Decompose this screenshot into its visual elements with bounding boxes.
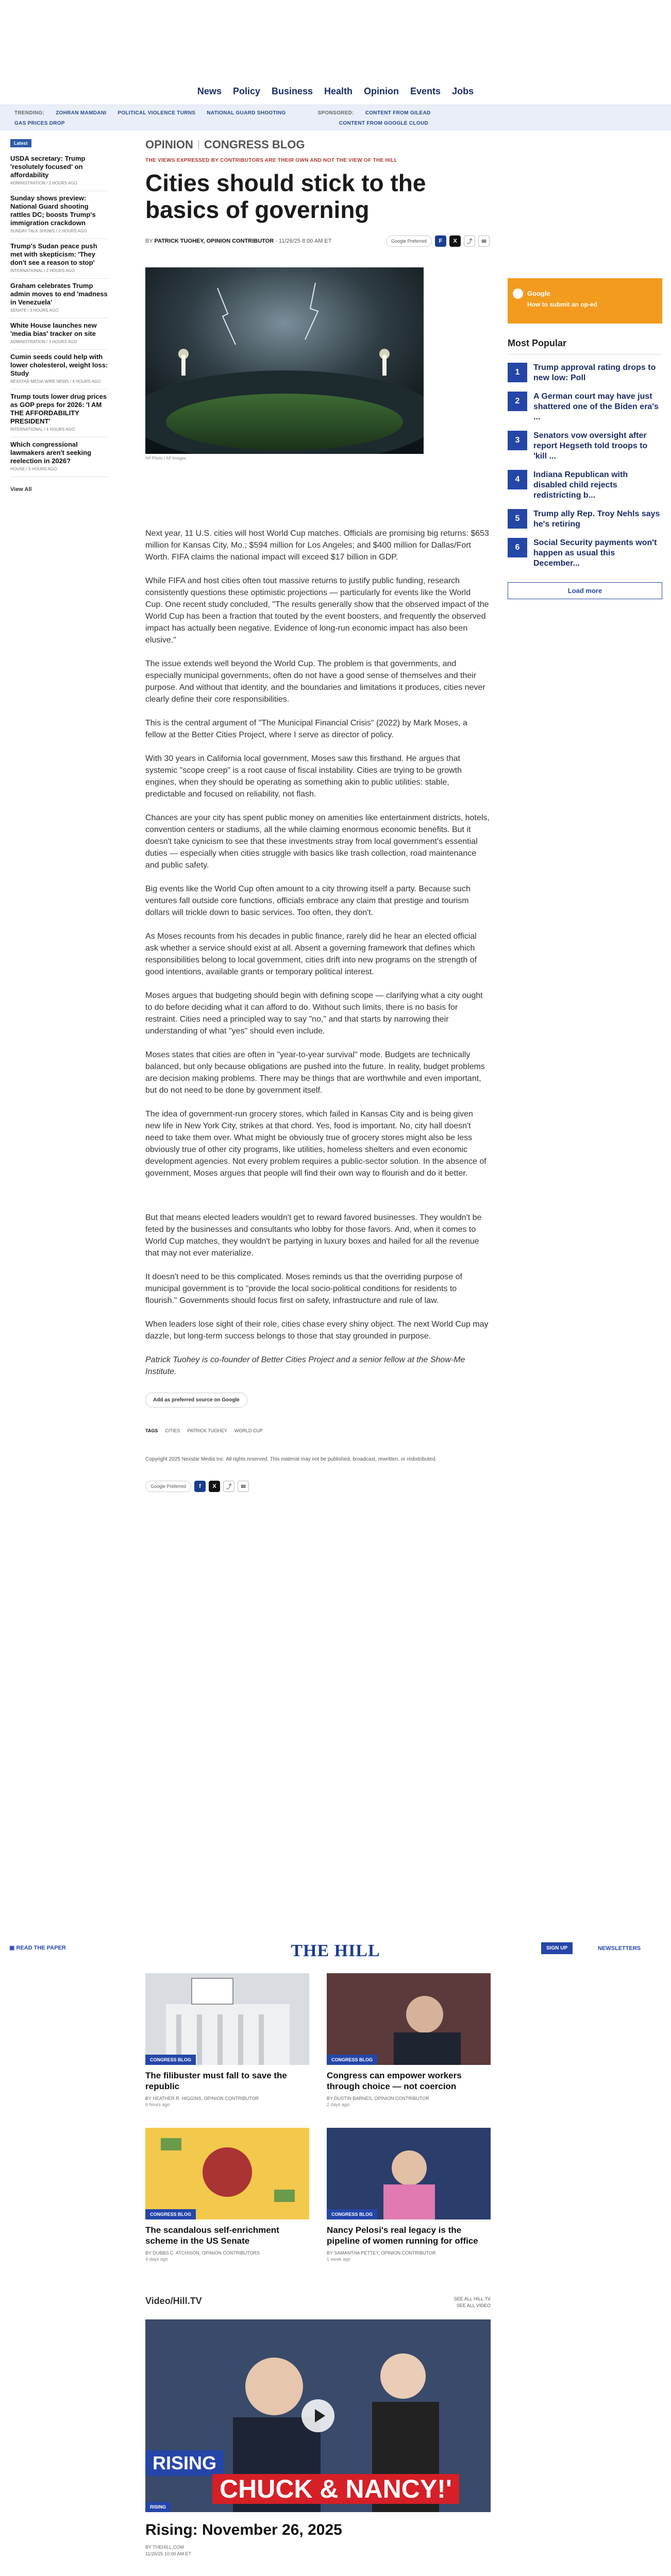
list-item-meta: ADMINISTRATION / 2 HOURS AGO <box>10 181 77 185</box>
article-paragraph: Moses argues that budgeting should begin with defining scope — clarifying what a city ought to do before deciding what it can afford to do. Without such limits, there is no basis for restraint. Cities need a principled way to say "no," and that starts by narrowing their understanding of what "yes" should even include. <box>145 991 483 1036</box>
latest-badge: Latest <box>10 139 31 147</box>
stadium-storm-image <box>145 267 424 454</box>
card-date: 6 hours ago <box>145 2102 170 2107</box>
copyright: Copyright 2025 Nexstar Media Inc. All rights reserved. This material may not be published, broadcast, rewritten, or redistributed. <box>145 1456 437 1462</box>
page-title: Cities should stick to the basics of governing <box>145 170 426 223</box>
video-text-overlay: CHUCK & NANCY!' <box>212 2474 459 2504</box>
x-icon[interactable]: X <box>449 235 461 247</box>
article-card[interactable] <box>145 1973 309 2107</box>
facebook-icon[interactable]: F <box>435 235 446 247</box>
popular-item[interactable] <box>508 431 662 462</box>
article-paragraph: Moses states that cities are often in "year-to-year survival" mode. Budgets are technically balanced, but only because obligations are pushed into the future. In reality, budget problems are decision making problems. There may be things that are worthwhile and even important, but do not need to be done by government itself. <box>145 1050 485 1095</box>
ad-slot <box>145 1191 490 1212</box>
list-item-title: Sunday shows preview: National Guard shooting rattles DC; boosts Trump's immigration crackdown <box>10 194 96 227</box>
breadcrumb-opinion[interactable]: OPINION <box>145 138 193 151</box>
popular-title: Trump ally Rep. Troy Nehls says he's retiring <box>533 510 660 529</box>
list-item-title: Trump touts lower drug prices as GOP preps for 2026: 'I AM THE AFFORDABILITY PRESIDENT' <box>10 393 107 425</box>
read-paper-link[interactable] <box>9 1944 66 1951</box>
nav-health[interactable]: Health <box>324 86 353 96</box>
card-title: Congress can empower workers through choice — not coercion <box>327 2071 462 2091</box>
list-item[interactable] <box>10 437 108 477</box>
list-item[interactable] <box>10 279 108 318</box>
card-tag: CONGRESS BLOG <box>145 2209 196 2219</box>
tags <box>145 1428 490 1433</box>
list-item-title: White House launches new 'media bias' tracker on site <box>10 321 97 337</box>
email-icon[interactable]: ✉ <box>478 235 490 247</box>
article-paragraph: The idea of government-run grocery stores, which failed in Kansas City and is being given new life in New York City, strikes at that chord. Yes, food is important. No, city hall doesn't need to take them over. What might be obviously true of grocery stores might also be less obviously true of other city programs, like utilities, homeless shelters and even economic development agencies. Not every problem requires a public-sector solution. In the absence of government, Moses argues that people will find their own way to flourish and do it better. <box>145 1110 487 1178</box>
google-preferred-button[interactable]: Google Preferred <box>386 235 432 247</box>
card-byline: BY DUSTIN BARNES, OPINION CONTRIBUTOR <box>327 2096 429 2101</box>
card-image <box>145 2128 309 2219</box>
card-date: 4 days ago <box>145 2257 169 2262</box>
article-paragraph: It doesn't need to be this complicated. Moses reminds us that the overriding purpose of municipal government is to "provide the local socio-political conditions for residents to flourish." Governments should focus first on safety, infrastructure and rule of law. <box>145 1273 462 1305</box>
article-paragraph: Next year, 11 U.S. cities will host World Cup matches. Officials are promising big returns: $653 million for Kansas City, Mo.; $594 million for Los Angeles; and $400 million for Dallas/Fort Worth. FIFA claims the national impact will exceed $17 billion in GDP. <box>145 529 489 562</box>
popular-item[interactable] <box>508 538 662 569</box>
list-item-meta: INTERNATIONAL / 2 HOURS AGO <box>10 268 75 273</box>
popular-rank: 5 <box>508 509 527 529</box>
article-body <box>145 528 490 1492</box>
card-title: The scandalous self-enrichment scheme in the US Senate <box>145 2225 279 2246</box>
tag-link[interactable]: PATRICK TUOHEY <box>187 1428 227 1433</box>
list-item[interactable] <box>10 350 108 389</box>
trending-bar <box>0 105 671 131</box>
article-paragraph: While FIFA and host cities often tout massive returns to justify public funding, research consistently questions these optimistic projections — particularly for events like the World Cup. One recent study concluded, "The results generally show that the observed impact of the World Cup has been a fraction that touted by the event boosters, and frequently the observed impact has actually been negative. Evidence of long-run economic impact has also been elusive." <box>145 577 489 645</box>
popular-rank: 6 <box>508 538 527 557</box>
google-icon <box>513 289 523 299</box>
popular-rank: 1 <box>508 363 527 382</box>
list-item-title: Trump's Sudan peace push met with skepticism: 'They don't see a reason to stop' <box>10 242 97 266</box>
list-item-meta: HOUSE / 5 HOURS AGO <box>10 467 57 471</box>
latest-sidebar <box>10 138 108 493</box>
supreme-court-image <box>145 1973 309 2065</box>
popular-title: Senators vow oversight after report Hegseth told troops to 'kill ... <box>533 431 648 461</box>
see-all-video-link[interactable]: SEE ALL VIDEO <box>456 2303 491 2308</box>
load-more-button[interactable]: Load more <box>508 582 662 599</box>
sign-up-button[interactable]: SIGN UP <box>541 1942 573 1954</box>
trending-link[interactable]: NATIONAL GUARD SHOOTING <box>207 110 286 116</box>
popular-title: Trump approval rating drops to new low: Poll <box>533 363 656 382</box>
share-icon[interactable]: ⤴ <box>223 1481 234 1492</box>
tags-label: TAGS <box>145 1428 158 1433</box>
video-player[interactable] <box>145 2319 491 2512</box>
hero-image <box>145 267 424 454</box>
article-paragraph: With 30 years in California local government, Moses saw this firsthand. He argues that systemic "scope creep" is a root cause of fiscal instability. Cities are trying to be growth engines, when they should be operating as something akin to public utilities: stable, predictable and focused on reliability, not flash. <box>145 754 462 799</box>
share-bar-bottom <box>145 1481 490 1492</box>
nav-jobs[interactable]: Jobs <box>452 86 474 96</box>
tag-link[interactable]: WORLD CUP <box>234 1428 263 1433</box>
more-congress-blog <box>145 1973 491 2262</box>
article-paragraph: When leaders lose sight of their role, cities chase every shiny object. The next World Cup may dazzle, but long-term success belongs to those that stay grounded in purpose. <box>145 1320 489 1341</box>
trending-link[interactable]: GAS PRICES DROP <box>14 121 65 126</box>
list-item[interactable] <box>10 239 108 279</box>
card-title: Nancy Pelosi's real legacy is the pipeline of women running for office <box>327 2225 478 2246</box>
card-image <box>327 2128 491 2219</box>
article-paragraph: Chances are your city has spent public money on amenities like entertainment districts, hotels, convention centers or stadiums, all the while claiming enormous economic benefits. But it doesn't take cynicism to see that these investments stray from local government's essential duties — especially when cities struggle with basics like trash collection, road maintenance and public safety. <box>145 814 490 870</box>
nav-policy[interactable]: Policy <box>232 86 260 96</box>
promo-brand: Google <box>527 290 550 297</box>
popular-item[interactable] <box>508 392 662 422</box>
trending-link[interactable]: POLITICAL VIOLENCE TURNS <box>118 110 196 116</box>
publish-date: - 11/26/25 8:00 AM ET <box>275 238 332 244</box>
sponsored-link[interactable]: CONTENT FROM GOOGLE CLOUD <box>339 121 428 126</box>
promo-text: How to submit an op-ed <box>527 301 597 308</box>
view-all-link[interactable]: View All <box>10 486 32 493</box>
card-tag: CONGRESS BLOG <box>327 2055 377 2065</box>
article-paragraph: But that means elected leaders wouldn't get to reward favored businesses. They wouldn't be feted by the businesses and consultants who lobby for those favors. And, when it comes to World Cup matches, they wouldn't be partying in luxury boxes and hailed for all the revenue that may not ever materialize. <box>145 1213 482 1258</box>
article-paragraph: This is the central argument of "The Municipal Financial Crisis" (2022) by Mark Moses, a fellow at the Better Cities Project, where I serve as director of policy. <box>145 719 467 739</box>
congress-hearing-image <box>327 1973 491 2065</box>
video-brand-overlay: RISING <box>145 2450 224 2476</box>
article-paragraph: As Moses recounts from his decades in public finance, rarely did he hear an elected official ask whether a service should exist at all. Absent a governing framework that defines which responsibilities belong to local government, cities drift into new programs on the strength of good intentions, available grants or temporary political interest. <box>145 932 477 976</box>
nav-news[interactable]: News <box>197 86 222 96</box>
card-date: 1 week ago <box>327 2257 351 2262</box>
read-paper-label: READ THE PAPER <box>16 1945 66 1951</box>
popular-title: Indiana Republican with disabled child rejects redistricting b... <box>533 470 628 500</box>
breadcrumb <box>145 138 490 151</box>
play-icon[interactable] <box>301 2399 334 2432</box>
newsletters-link[interactable]: NEWSLETTERS <box>598 1945 641 1952</box>
email-icon[interactable]: ✉ <box>238 1481 249 1492</box>
byline <box>145 235 490 247</box>
opinion-disclaimer: THE VIEWS EXPRESSED BY CONTRIBUTORS ARE THEIR OWN AND NOT THE VIEW OF THE HILL <box>145 158 397 163</box>
popular-rank: 2 <box>508 392 527 411</box>
video-byline: BY THEHILL.COM <box>145 2545 184 2550</box>
popular-item[interactable] <box>508 509 662 530</box>
video-date: 11/26/25 10:00 AM ET <box>145 2551 191 2556</box>
card-title: The filibuster must fall to save the republic <box>145 2071 287 2091</box>
list-item[interactable] <box>10 191 108 239</box>
popular-rank: 3 <box>508 431 527 450</box>
breadcrumb-divider <box>198 140 199 149</box>
list-item-meta: NEXSTAR MEDIA WIRE NEWS / 4 HOURS AGO <box>10 379 101 384</box>
list-item[interactable] <box>10 318 108 350</box>
share-icon[interactable]: ⤴ <box>464 235 475 247</box>
breadcrumb-congress-blog[interactable]: CONGRESS BLOG <box>204 138 305 151</box>
op-ed-promo[interactable] <box>508 278 662 324</box>
video-section <box>145 2296 491 2576</box>
list-item[interactable] <box>10 389 108 437</box>
google-preferred-button[interactable]: Google Preferred <box>145 1481 191 1492</box>
popular-item[interactable] <box>508 470 662 501</box>
list-item-title: Cumin seeds could help with lower cholesterol, weight loss: Study <box>10 353 108 377</box>
hill-bar <box>0 1941 671 1960</box>
article-card[interactable] <box>327 2128 491 2262</box>
nav-events[interactable]: Events <box>410 86 441 96</box>
trending-label: TRENDING: <box>14 110 45 116</box>
list-item-meta: SUNDAY TALK SHOWS / 2 HOURS AGO <box>10 229 87 233</box>
x-icon[interactable]: X <box>209 1481 220 1492</box>
article <box>145 138 490 1492</box>
pelosi-image <box>327 2128 491 2219</box>
popular-title: A German court may have just shattered one of the Biden era's ... <box>533 392 659 421</box>
card-byline: BY DUBBS C. ATCHISON, OPINION CONTRIBUTORS <box>145 2250 260 2256</box>
nav-opinion[interactable]: Opinion <box>364 86 399 96</box>
article-paragraph: The issue extends well beyond the World Cup. The problem is that governments, and especially municipal governments, often do not have a good sense of themselves and their purpose. And without that identity, and the boundaries and limitations it produces, cities never clearly define their core responsibilities. <box>145 659 485 704</box>
popular-rank: 4 <box>508 470 527 489</box>
card-tag: CONGRESS BLOG <box>145 2055 196 2065</box>
add-preferred-source-button[interactable]: Add as preferred source on Google <box>145 1393 247 1408</box>
list-item-title: Graham celebrates Trump admin moves to end 'madness in Venezuela' <box>10 282 108 306</box>
popular-title: Social Security payments won't happen as usual this December... <box>533 538 657 568</box>
card-byline: BY HEATHER R. HIGGINS, OPINION CONTRIBUTOR <box>145 2096 259 2101</box>
list-item-meta: SENATE / 3 HOURS AGO <box>10 308 59 313</box>
article-card[interactable] <box>327 1973 491 2107</box>
main-nav <box>0 78 671 105</box>
share-bar <box>386 235 490 247</box>
right-sidebar <box>508 278 662 599</box>
author-bio: Patrick Tuohey is co-founder of Better Cities Project and a senior fellow at the Show-Me Institute. <box>145 1355 465 1376</box>
byline-prefix: BY <box>145 238 153 244</box>
video-title[interactable]: Rising: November 26, 2025 <box>145 2521 342 2538</box>
senate-money-image <box>145 2128 309 2219</box>
nav-business[interactable]: Business <box>271 86 313 96</box>
trending-link[interactable]: ZOHRAN MAMDANI <box>56 110 107 116</box>
sponsored-label: SPONSORED: <box>317 110 354 116</box>
popular-item[interactable] <box>508 363 662 383</box>
see-all-hilltv-link[interactable]: SEE ALL HILL.TV <box>454 2296 491 2301</box>
card-byline: BY SAMANTHA PETTEY, OPINION CONTRIBUTOR <box>327 2250 436 2256</box>
article-paragraph: Big events like the World Cup often amount to a city throwing itself a party. Because such ventures fall outside core functions, officials embrace any claim that prestige and tourism dollars will trickle down to basic services. Too often, they don't. <box>145 885 471 917</box>
the-hill-logo[interactable]: THE HILL <box>291 1941 380 1960</box>
card-tag: CONGRESS BLOG <box>327 2209 377 2219</box>
card-date: 2 days ago <box>327 2102 350 2107</box>
list-item-meta: ADMINISTRATION / 3 HOURS AGO <box>10 340 77 344</box>
list-item[interactable] <box>10 151 108 191</box>
most-popular-heading: Most Popular <box>508 338 662 354</box>
card-image <box>145 1973 309 2065</box>
photo-credit: AP Photo / AP Images <box>145 456 186 461</box>
video-tag: RISING <box>145 2502 171 2512</box>
video-heading: Video/Hill.TV <box>145 2296 202 2306</box>
facebook-icon[interactable]: f <box>194 1481 206 1492</box>
card-image <box>327 1973 491 2065</box>
sponsored-link[interactable]: CONTENT FROM GILEAD <box>365 110 431 116</box>
list-item-title: Which congressional lawmakers aren't seeking reelection in 2026? <box>10 440 92 465</box>
list-item-meta: INTERNATIONAL / 4 HOURS AGO <box>10 427 75 432</box>
tag-link[interactable]: CITIES <box>165 1428 180 1433</box>
list-item-title: USDA secretary: Trump 'resolutely focused' on affordability <box>10 155 86 179</box>
newspaper-icon: ▣ <box>9 1945 16 1951</box>
article-card[interactable] <box>145 2128 309 2262</box>
author-link[interactable]: PATRICK TUOHEY, OPINION CONTRIBUTOR <box>154 238 274 244</box>
